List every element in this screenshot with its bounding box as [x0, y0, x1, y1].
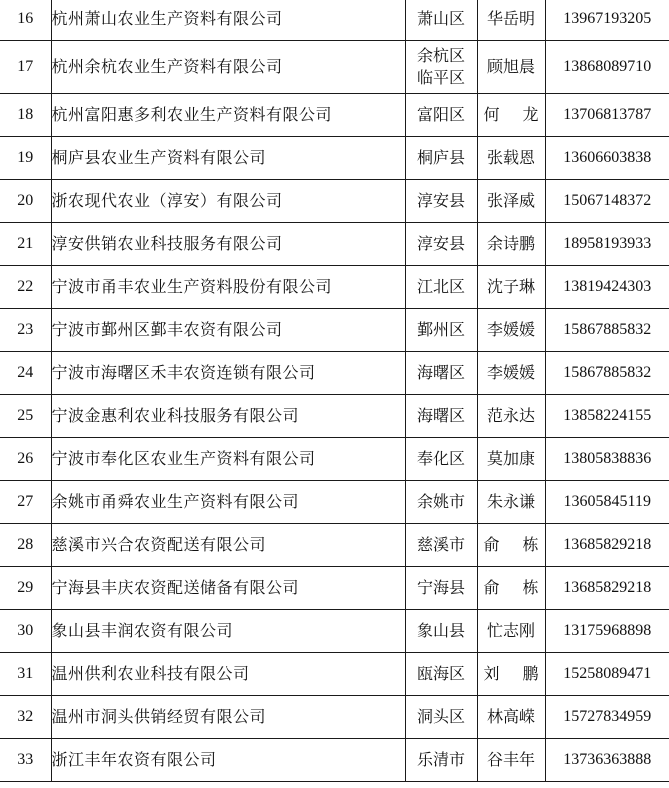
- district-cell: [405, 653, 477, 696]
- contact-person-cell: 何龙: [477, 94, 545, 137]
- district-label: 海曙区: [416, 406, 465, 425]
- phone-number-cell: 13805838836: [545, 438, 669, 481]
- district-label: 海曙区: [416, 363, 465, 382]
- company-name-cell: 杭州富阳惠多利农业生产资料有限公司: [51, 94, 405, 137]
- district-cell: [405, 395, 477, 438]
- district-label: 瓯海区: [416, 664, 465, 683]
- contact-person-cell: 莫加康: [477, 438, 545, 481]
- phone-number-cell: 15258089471: [545, 653, 669, 696]
- phone-number-cell: 13819424303: [545, 266, 669, 309]
- table-row: [0, 41, 669, 94]
- district-label: 萧山区: [416, 9, 465, 28]
- row-number-cell: 22: [0, 266, 51, 309]
- contact-person-cell: 谷丰年: [477, 739, 545, 782]
- district-label: 乐清市: [416, 750, 465, 769]
- district-cell: [405, 180, 477, 223]
- district-cell: [405, 524, 477, 567]
- district-cell: [405, 696, 477, 739]
- district-label: 淳安县: [416, 234, 465, 253]
- district-label: 余姚市: [416, 492, 465, 511]
- phone-number-cell: 15867885832: [545, 309, 669, 352]
- company-name-cell: 宁波市鄞州区鄞丰农资有限公司: [51, 309, 405, 352]
- contact-person-cell: 俞栋: [477, 567, 545, 610]
- phone-number-cell: 13736363888: [545, 739, 669, 782]
- table-row: [0, 266, 669, 309]
- company-name-cell: 宁波市甬丰农业生产资料股份有限公司: [51, 266, 405, 309]
- district-label: 象山县: [416, 621, 465, 640]
- company-name-cell: 淳安供销农业科技服务有限公司: [51, 223, 405, 266]
- contact-person-cell: 华岳明: [477, 0, 545, 41]
- phone-number-cell: 13868089710: [545, 41, 669, 94]
- phone-number-cell: 18958193933: [545, 223, 669, 266]
- table-row: [0, 739, 669, 782]
- district-cell: [405, 0, 477, 41]
- contact-person-cell: 张泽威: [477, 180, 545, 223]
- district-cell: [405, 481, 477, 524]
- table-row: [0, 180, 669, 223]
- company-name-cell: 浙江丰年农资有限公司: [51, 739, 405, 782]
- contact-person-cell: 李媛媛: [477, 352, 545, 395]
- district-cell: [405, 438, 477, 481]
- contact-person-cell: 朱永谦: [477, 481, 545, 524]
- district-label: 奉化区: [416, 449, 465, 468]
- contact-person-cell: 沈子琳: [477, 266, 545, 309]
- table-row: [0, 137, 669, 180]
- row-number-cell: 16: [0, 0, 51, 41]
- row-number-cell: 17: [0, 41, 51, 94]
- row-number-cell: 26: [0, 438, 51, 481]
- district-cell: [405, 137, 477, 180]
- district-label: 慈溪市: [416, 535, 465, 554]
- contact-person-cell: 李媛媛: [477, 309, 545, 352]
- row-number-cell: 19: [0, 137, 51, 180]
- district-label: 余杭区: [416, 46, 465, 65]
- company-name-cell: 余姚市甬舜农业生产资料有限公司: [51, 481, 405, 524]
- district-label: 鄞州区: [416, 320, 465, 339]
- table-row: [0, 223, 669, 266]
- row-number-cell: 23: [0, 309, 51, 352]
- district-cell: [405, 41, 477, 94]
- row-number-cell: 29: [0, 567, 51, 610]
- table-row: [0, 524, 669, 567]
- phone-number-cell: 15867885832: [545, 352, 669, 395]
- row-number-cell: 28: [0, 524, 51, 567]
- contact-person-cell: 忙志刚: [477, 610, 545, 653]
- district-cell: [405, 610, 477, 653]
- table-row: [0, 610, 669, 653]
- row-number-cell: 21: [0, 223, 51, 266]
- company-name-cell: 桐庐县农业生产资料有限公司: [51, 137, 405, 180]
- row-number-cell: 32: [0, 696, 51, 739]
- district-label: 洞头区: [416, 707, 465, 726]
- row-number-cell: 18: [0, 94, 51, 137]
- company-name-cell: 宁波金惠利农业科技服务有限公司: [51, 395, 405, 438]
- company-name-cell: 宁波市海曙区禾丰农资连锁有限公司: [51, 352, 405, 395]
- company-name-cell: 慈溪市兴合农资配送有限公司: [51, 524, 405, 567]
- district-cell: [405, 567, 477, 610]
- contact-person-cell: 刘鹏: [477, 653, 545, 696]
- contact-person-cell: 余诗鹏: [477, 223, 545, 266]
- district-label: 临平区: [416, 68, 465, 87]
- row-number-cell: 27: [0, 481, 51, 524]
- phone-number-cell: 13605845119: [545, 481, 669, 524]
- table-row: [0, 438, 669, 481]
- district-cell: [405, 266, 477, 309]
- district-cell: [405, 94, 477, 137]
- company-name-cell: 宁海县丰庆农资配送储备有限公司: [51, 567, 405, 610]
- table-row: [0, 309, 669, 352]
- district-cell: [405, 352, 477, 395]
- phone-number-cell: 15067148372: [545, 180, 669, 223]
- table-row: [0, 94, 669, 137]
- phone-number-cell: 13685829218: [545, 524, 669, 567]
- district-label: 桐庐县: [416, 148, 465, 167]
- district-cell: [405, 223, 477, 266]
- district-cell: [405, 739, 477, 782]
- table-row: [0, 481, 669, 524]
- row-number-cell: 33: [0, 739, 51, 782]
- row-number-cell: 24: [0, 352, 51, 395]
- phone-number-cell: 13967193205: [545, 0, 669, 41]
- company-name-cell: 杭州余杭农业生产资料有限公司: [51, 41, 405, 94]
- table-row: [0, 696, 669, 739]
- phone-number-cell: 13858224155: [545, 395, 669, 438]
- company-name-cell: 浙农现代农业（淳安）有限公司: [51, 180, 405, 223]
- contact-person-cell: 林高嵘: [477, 696, 545, 739]
- row-number-cell: 31: [0, 653, 51, 696]
- district-label: 富阳区: [416, 105, 465, 124]
- phone-number-cell: 13175968898: [545, 610, 669, 653]
- district-label: 宁海县: [416, 578, 465, 597]
- phone-number-cell: 13606603838: [545, 137, 669, 180]
- contact-person-cell: 顾旭晨: [477, 41, 545, 94]
- contact-person-cell: 俞栋: [477, 524, 545, 567]
- district-label: 淳安县: [416, 191, 465, 210]
- table-row: [0, 395, 669, 438]
- phone-number-cell: 13706813787: [545, 94, 669, 137]
- company-name-cell: 象山县丰润农资有限公司: [51, 610, 405, 653]
- row-number-cell: 25: [0, 395, 51, 438]
- phone-number-cell: 13685829218: [545, 567, 669, 610]
- table-row: [0, 352, 669, 395]
- table-row: [0, 567, 669, 610]
- company-name-cell: 宁波市奉化区农业生产资料有限公司: [51, 438, 405, 481]
- district-cell: [405, 309, 477, 352]
- district-label: 江北区: [416, 277, 465, 296]
- table-row: [0, 0, 669, 41]
- company-name-cell: 温州市洞头供销经贸有限公司: [51, 696, 405, 739]
- row-number-cell: 30: [0, 610, 51, 653]
- phone-number-cell: 15727834959: [545, 696, 669, 739]
- company-name-cell: 温州供利农业科技有限公司: [51, 653, 405, 696]
- row-number-cell: 20: [0, 180, 51, 223]
- contact-person-cell: 范永达: [477, 395, 545, 438]
- table-row: [0, 653, 669, 696]
- contact-person-cell: 张载恩: [477, 137, 545, 180]
- company-name-cell: 杭州萧山农业生产资料有限公司: [51, 0, 405, 41]
